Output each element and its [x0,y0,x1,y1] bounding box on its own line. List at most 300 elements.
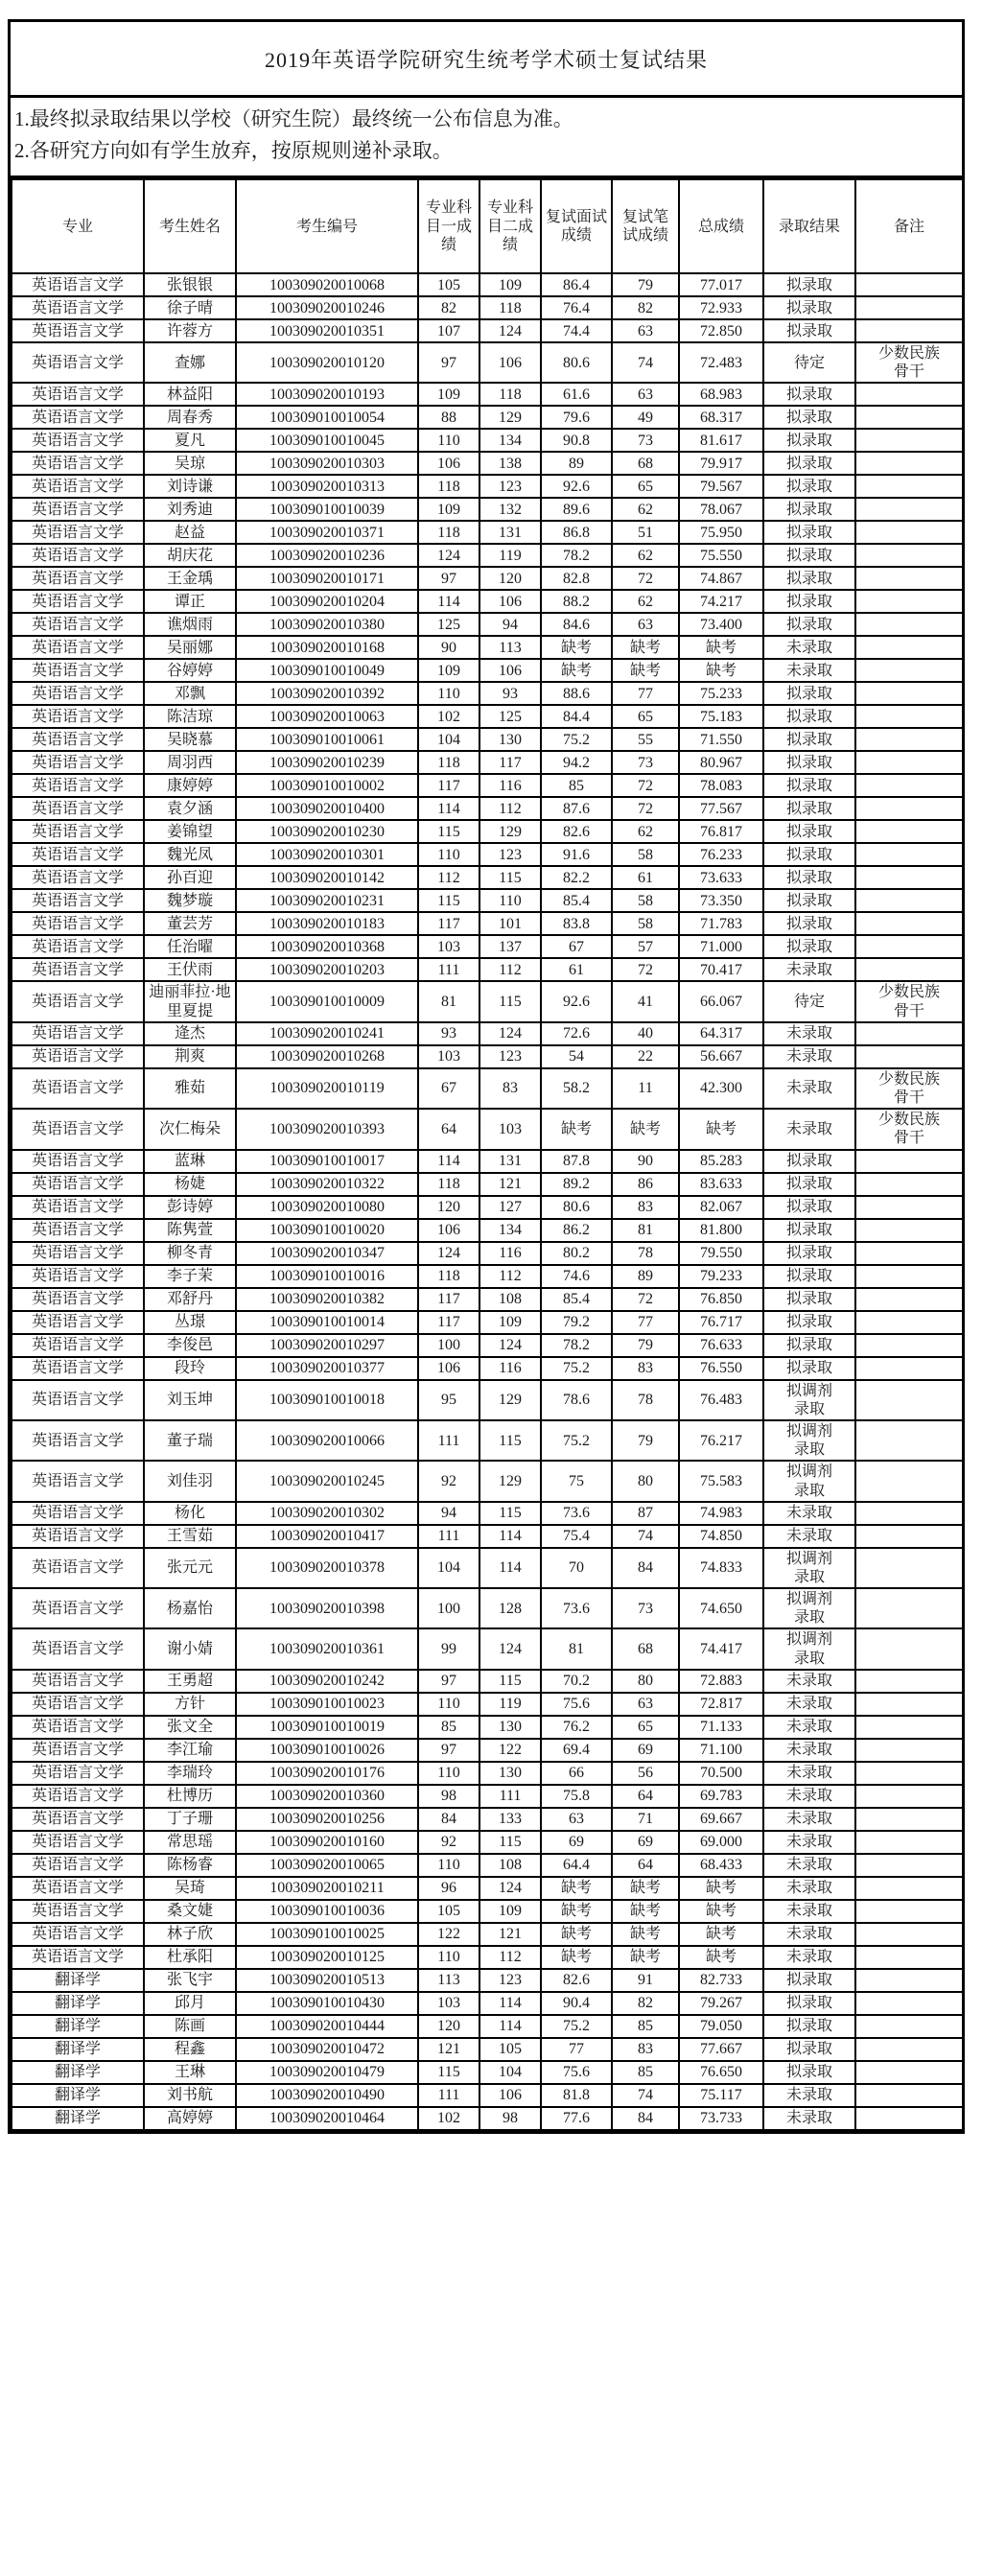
cell-total-score: 76.633 [679,1334,763,1357]
cell-subject1-score: 118 [418,475,479,498]
cell-written-score: 79 [612,273,679,296]
cell-subject2-score: 131 [479,1150,541,1173]
cell-subject1-score: 118 [418,1173,479,1196]
cell-major: 英语语言文学 [12,1762,144,1785]
cell-written-score: 58 [612,843,679,866]
cell-subject2-score: 119 [479,544,541,567]
cell-name: 刘书航 [144,2084,236,2107]
cell-interview-score: 74.6 [541,1265,612,1288]
cell-remark [855,296,963,319]
cell-subject2-score: 124 [479,1877,541,1900]
cell-major: 英语语言文学 [12,1628,144,1669]
cell-remark [855,521,963,544]
cell-written-score: 80 [612,1461,679,1501]
cell-total-score: 76.817 [679,820,763,843]
cell-candidate-id: 100309020010176 [236,1762,418,1785]
cell-subject1-score: 113 [418,1969,479,1992]
cell-total-score: 68.983 [679,383,763,406]
cell-candidate-id: 100309020010313 [236,475,418,498]
cell-remark [855,1808,963,1831]
cell-subject1-score: 110 [418,1946,479,1969]
cell-total-score: 缺考 [679,1923,763,1946]
cell-major: 英语语言文学 [12,1265,144,1288]
cell-total-score: 85.283 [679,1150,763,1173]
cell-subject2-score: 127 [479,1196,541,1219]
cell-name: 林子欣 [144,1923,236,1946]
cell-admission-result: 拟录取 [763,1357,855,1380]
cell-admission-result: 拟录取 [763,1242,855,1265]
cell-admission-result: 待定 [763,981,855,1021]
table-row [12,1068,963,1109]
cell-written-score: 78 [612,1242,679,1265]
cell-written-score: 62 [612,544,679,567]
cell-total-score: 76.850 [679,1288,763,1311]
cell-candidate-id: 100309020010160 [236,1831,418,1854]
cell-written-score: 83 [612,2038,679,2061]
cell-major: 英语语言文学 [12,958,144,981]
cell-written-score: 缺考 [612,659,679,682]
cell-admission-result: 未录取 [763,1785,855,1808]
cell-major: 英语语言文学 [12,1502,144,1525]
cell-name: 程鑫 [144,2038,236,2061]
cell-subject2-score: 121 [479,1923,541,1946]
cell-candidate-id: 100309020010193 [236,383,418,406]
cell-subject1-score: 105 [418,1900,479,1923]
cell-subject1-score: 97 [418,1670,479,1693]
cell-subject1-score: 117 [418,774,479,797]
cell-subject1-score: 110 [418,1693,479,1716]
cell-name: 张元元 [144,1548,236,1588]
cell-interview-score: 89.2 [541,1173,612,1196]
table-row [12,866,963,889]
cell-major: 英语语言文学 [12,1693,144,1716]
cell-major: 翻译学 [12,2038,144,2061]
cell-remark [855,636,963,659]
cell-subject1-score: 112 [418,866,479,889]
cell-remark [855,1525,963,1548]
cell-candidate-id: 100309020010125 [236,1946,418,1969]
cell-name: 查娜 [144,342,236,383]
table-row [12,1380,963,1420]
cell-total-score: 77.017 [679,273,763,296]
column-header-subject2-score: 专业科目二成绩 [479,179,541,273]
column-header-written-score: 复试笔试成绩 [612,179,679,273]
table-row [12,1785,963,1808]
cell-name: 陈杨睿 [144,1854,236,1877]
cell-major: 英语语言文学 [12,521,144,544]
cell-written-score: 68 [612,452,679,475]
cell-subject2-score: 114 [479,2015,541,2038]
cell-subject1-score: 111 [418,958,479,981]
cell-name: 孙百迎 [144,866,236,889]
cell-candidate-id: 100309020010066 [236,1420,418,1461]
cell-remark [855,613,963,636]
cell-candidate-id: 100309020010297 [236,1334,418,1357]
cell-written-score: 61 [612,866,679,889]
cell-admission-result: 未录取 [763,659,855,682]
cell-name: 康婷婷 [144,774,236,797]
table-row [12,2061,963,2084]
cell-interview-score: 69 [541,1831,612,1854]
cell-admission-result: 拟调剂录取 [763,1420,855,1461]
table-row [12,1900,963,1923]
cell-subject2-score: 104 [479,2061,541,2084]
cell-total-score: 76.717 [679,1311,763,1334]
cell-total-score: 82.733 [679,1969,763,1992]
cell-total-score: 69.000 [679,1831,763,1854]
cell-name: 雅茹 [144,1068,236,1109]
table-row [12,273,963,296]
cell-subject1-score: 115 [418,820,479,843]
cell-interview-score: 85.4 [541,889,612,912]
cell-name: 柳冬青 [144,1242,236,1265]
cell-admission-result: 未录取 [763,1525,855,1548]
cell-remark [855,843,963,866]
cell-interview-score: 92.6 [541,475,612,498]
cell-candidate-id: 100309020010382 [236,1288,418,1311]
cell-name: 李子茉 [144,1265,236,1288]
cell-subject2-score: 110 [479,889,541,912]
table-row [12,1969,963,1992]
cell-interview-score: 90.4 [541,1992,612,2015]
cell-major: 英语语言文学 [12,544,144,567]
cell-written-score: 81 [612,1219,679,1242]
cell-written-score: 77 [612,682,679,705]
cell-name: 张文全 [144,1716,236,1739]
cell-subject1-score: 110 [418,843,479,866]
cell-remark [855,273,963,296]
cell-subject2-score: 138 [479,452,541,475]
cell-total-score: 75.117 [679,2084,763,2107]
table-row [12,1808,963,1831]
cell-total-score: 79.917 [679,452,763,475]
cell-major: 英语语言文学 [12,705,144,728]
cell-major: 英语语言文学 [12,728,144,751]
cell-major: 英语语言文学 [12,342,144,383]
cell-name: 王琳 [144,2061,236,2084]
cell-interview-score: 64.4 [541,1854,612,1877]
cell-written-score: 63 [612,613,679,636]
cell-candidate-id: 100309020010142 [236,866,418,889]
cell-remark [855,1357,963,1380]
cell-admission-result: 拟录取 [763,521,855,544]
cell-subject2-score: 101 [479,912,541,935]
cell-candidate-id: 100309010010026 [236,1739,418,1762]
cell-interview-score: 61 [541,958,612,981]
cell-total-score: 71.100 [679,1739,763,1762]
cell-major: 英语语言文学 [12,1739,144,1762]
cell-written-score: 85 [612,2061,679,2084]
cell-remark [855,1716,963,1739]
cell-admission-result: 拟录取 [763,475,855,498]
cell-remark: 少数民族骨干 [855,342,963,383]
cell-interview-score: 94.2 [541,751,612,774]
cell-total-score: 73.400 [679,613,763,636]
cell-admission-result: 未录取 [763,1693,855,1716]
cell-candidate-id: 100309020010246 [236,296,418,319]
cell-admission-result: 未录取 [763,1502,855,1525]
cell-written-score: 63 [612,1693,679,1716]
cell-subject2-score: 83 [479,1068,541,1109]
cell-total-score: 76.217 [679,1420,763,1461]
cell-remark [855,1265,963,1288]
table-row [12,1946,963,1969]
cell-admission-result: 未录取 [763,1923,855,1946]
cell-subject2-score: 130 [479,1716,541,1739]
cell-subject2-score: 123 [479,843,541,866]
table-row [12,452,963,475]
cell-remark [855,1461,963,1501]
cell-interview-score: 87.8 [541,1150,612,1173]
cell-admission-result: 拟录取 [763,613,855,636]
cell-interview-score: 67 [541,935,612,958]
cell-written-score: 83 [612,1357,679,1380]
cell-total-score: 42.300 [679,1068,763,1109]
cell-remark [855,889,963,912]
cell-candidate-id: 100309020010063 [236,705,418,728]
cell-interview-score: 82.6 [541,1969,612,1992]
cell-written-score: 11 [612,1068,679,1109]
cell-candidate-id: 100309020010211 [236,1877,418,1900]
cell-candidate-id: 100309020010392 [236,682,418,705]
cell-major: 英语语言文学 [12,1808,144,1831]
cell-written-score: 74 [612,2084,679,2107]
cell-total-score: 78.067 [679,498,763,521]
cell-name: 赵益 [144,521,236,544]
cell-total-score: 76.483 [679,1380,763,1420]
cell-admission-result: 拟录取 [763,319,855,342]
cell-candidate-id: 100309020010245 [236,1461,418,1501]
cell-remark [855,820,963,843]
table-row [12,659,963,682]
cell-total-score: 74.650 [679,1588,763,1628]
cell-name: 李瑞玲 [144,1762,236,1785]
cell-subject1-score: 109 [418,498,479,521]
cell-admission-result: 拟录取 [763,728,855,751]
cell-interview-score: 88.2 [541,590,612,613]
cell-candidate-id: 100309010010019 [236,1716,418,1739]
cell-name: 吴琼 [144,452,236,475]
cell-subject2-score: 115 [479,1502,541,1525]
cell-interview-score: 75.2 [541,728,612,751]
cell-written-score: 90 [612,1150,679,1173]
cell-remark [855,1288,963,1311]
cell-candidate-id: 100309010010023 [236,1693,418,1716]
table-row [12,1739,963,1762]
cell-candidate-id: 100309020010242 [236,1670,418,1693]
table-row [12,1288,963,1311]
cell-total-score: 69.783 [679,1785,763,1808]
cell-interview-score: 91.6 [541,843,612,866]
table-row [12,1150,963,1173]
table-row [12,1173,963,1196]
table-row [12,705,963,728]
cell-admission-result: 拟录取 [763,590,855,613]
cell-subject1-score: 92 [418,1461,479,1501]
cell-name: 方针 [144,1693,236,1716]
column-header-remark: 备注 [855,179,963,273]
cell-name: 谭正 [144,590,236,613]
cell-candidate-id: 100309020010398 [236,1588,418,1628]
cell-candidate-id: 100309010010054 [236,406,418,429]
cell-candidate-id: 100309020010393 [236,1109,418,1149]
cell-admission-result: 未录取 [763,1068,855,1109]
cell-major: 英语语言文学 [12,1461,144,1501]
cell-written-score: 缺考 [612,1109,679,1149]
cell-candidate-id: 100309010010017 [236,1150,418,1173]
cell-major: 翻译学 [12,2061,144,2084]
cell-written-score: 缺考 [612,1900,679,1923]
cell-subject1-score: 115 [418,889,479,912]
cell-remark [855,567,963,590]
cell-admission-result: 未录取 [763,2107,855,2130]
cell-subject1-score: 120 [418,2015,479,2038]
cell-name: 彭诗婷 [144,1196,236,1219]
table-row [12,1588,963,1628]
cell-interview-score: 缺考 [541,1877,612,1900]
cell-interview-score: 69.4 [541,1739,612,1762]
table-body [12,273,963,2130]
cell-written-score: 65 [612,705,679,728]
cell-subject2-score: 118 [479,383,541,406]
cell-subject2-score: 105 [479,2038,541,2061]
cell-subject1-score: 109 [418,383,479,406]
cell-total-score: 75.583 [679,1461,763,1501]
cell-name: 陈隽萱 [144,1219,236,1242]
cell-interview-score: 78.6 [541,1380,612,1420]
cell-subject2-score: 129 [479,406,541,429]
cell-written-score: 55 [612,728,679,751]
cell-remark [855,544,963,567]
cell-admission-result: 未录取 [763,1808,855,1831]
cell-candidate-id: 100309010010039 [236,498,418,521]
cell-total-score: 75.950 [679,521,763,544]
cell-name: 丁子珊 [144,1808,236,1831]
table-row [12,820,963,843]
cell-total-score: 69.667 [679,1808,763,1831]
cell-subject2-score: 109 [479,273,541,296]
cell-admission-result: 拟调剂录取 [763,1461,855,1501]
cell-admission-result: 未录取 [763,1831,855,1854]
cell-total-score: 64.317 [679,1022,763,1045]
cell-interview-score: 85.4 [541,1288,612,1311]
cell-total-score: 72.817 [679,1693,763,1716]
cell-remark [855,1877,963,1900]
table-row [12,751,963,774]
cell-written-score: 缺考 [612,1923,679,1946]
table-row [12,429,963,452]
cell-name: 杨化 [144,1502,236,1525]
cell-written-score: 74 [612,342,679,383]
cell-written-score: 72 [612,774,679,797]
cell-name: 杨婕 [144,1173,236,1196]
cell-major: 英语语言文学 [12,1068,144,1109]
results-table [11,178,964,2131]
cell-written-score: 62 [612,590,679,613]
cell-remark [855,590,963,613]
cell-remark [855,2015,963,2038]
cell-name: 刘诗谦 [144,475,236,498]
table-row [12,935,963,958]
cell-major: 英语语言文学 [12,843,144,866]
cell-subject2-score: 93 [479,682,541,705]
cell-interview-score: 85 [541,774,612,797]
cell-subject2-score: 123 [479,475,541,498]
cell-interview-score: 73.6 [541,1588,612,1628]
cell-interview-score: 75.6 [541,2061,612,2084]
table-row [12,636,963,659]
cell-subject1-score: 114 [418,1150,479,1173]
cell-admission-result: 拟录取 [763,429,855,452]
cell-admission-result: 拟录取 [763,705,855,728]
cell-written-score: 63 [612,319,679,342]
table-row [12,682,963,705]
cell-name: 逄杰 [144,1022,236,1045]
cell-remark [855,1311,963,1334]
cell-admission-result: 拟录取 [763,774,855,797]
cell-major: 英语语言文学 [12,1716,144,1739]
cell-remark [855,912,963,935]
cell-written-score: 71 [612,1808,679,1831]
cell-interview-score: 54 [541,1045,612,1068]
cell-candidate-id: 100309020010380 [236,613,418,636]
cell-subject2-score: 106 [479,342,541,383]
cell-written-score: 72 [612,797,679,820]
cell-interview-score: 82.8 [541,567,612,590]
cell-major: 英语语言文学 [12,1288,144,1311]
cell-admission-result: 拟录取 [763,296,855,319]
cell-name: 徐子晴 [144,296,236,319]
cell-candidate-id: 100309020010472 [236,2038,418,2061]
cell-candidate-id: 100309020010068 [236,273,418,296]
cell-major: 翻译学 [12,2107,144,2130]
cell-total-score: 缺考 [679,1877,763,1900]
cell-written-score: 51 [612,521,679,544]
cell-written-score: 41 [612,981,679,1021]
column-header-interview-score: 复试面试成绩 [541,179,612,273]
cell-admission-result: 拟调剂录取 [763,1380,855,1420]
cell-remark [855,1588,963,1628]
cell-subject1-score: 114 [418,590,479,613]
cell-candidate-id: 100309010010020 [236,1219,418,1242]
cell-major: 翻译学 [12,2015,144,2038]
cell-name: 谷婷婷 [144,659,236,682]
table-row [12,2107,963,2130]
cell-remark [855,1992,963,2015]
column-header-major: 专业 [12,179,144,273]
cell-name: 常思瑶 [144,1831,236,1854]
cell-remark [855,1946,963,1969]
cell-candidate-id: 100309010010049 [236,659,418,682]
cell-remark [855,1548,963,1588]
cell-subject1-score: 82 [418,296,479,319]
cell-major: 英语语言文学 [12,1548,144,1588]
cell-name: 蓝琳 [144,1150,236,1173]
cell-written-score: 72 [612,1288,679,1311]
cell-total-score: 79.567 [679,475,763,498]
cell-subject1-score: 64 [418,1109,479,1149]
cell-name: 段玲 [144,1357,236,1380]
cell-admission-result: 拟录取 [763,1150,855,1173]
cell-remark [855,682,963,705]
cell-name: 李江瑜 [144,1739,236,1762]
cell-subject2-score: 134 [479,429,541,452]
cell-remark [855,705,963,728]
cell-candidate-id: 100309020010377 [236,1357,418,1380]
cell-total-score: 缺考 [679,1109,763,1149]
cell-major: 英语语言文学 [12,452,144,475]
cell-subject2-score: 115 [479,981,541,1021]
